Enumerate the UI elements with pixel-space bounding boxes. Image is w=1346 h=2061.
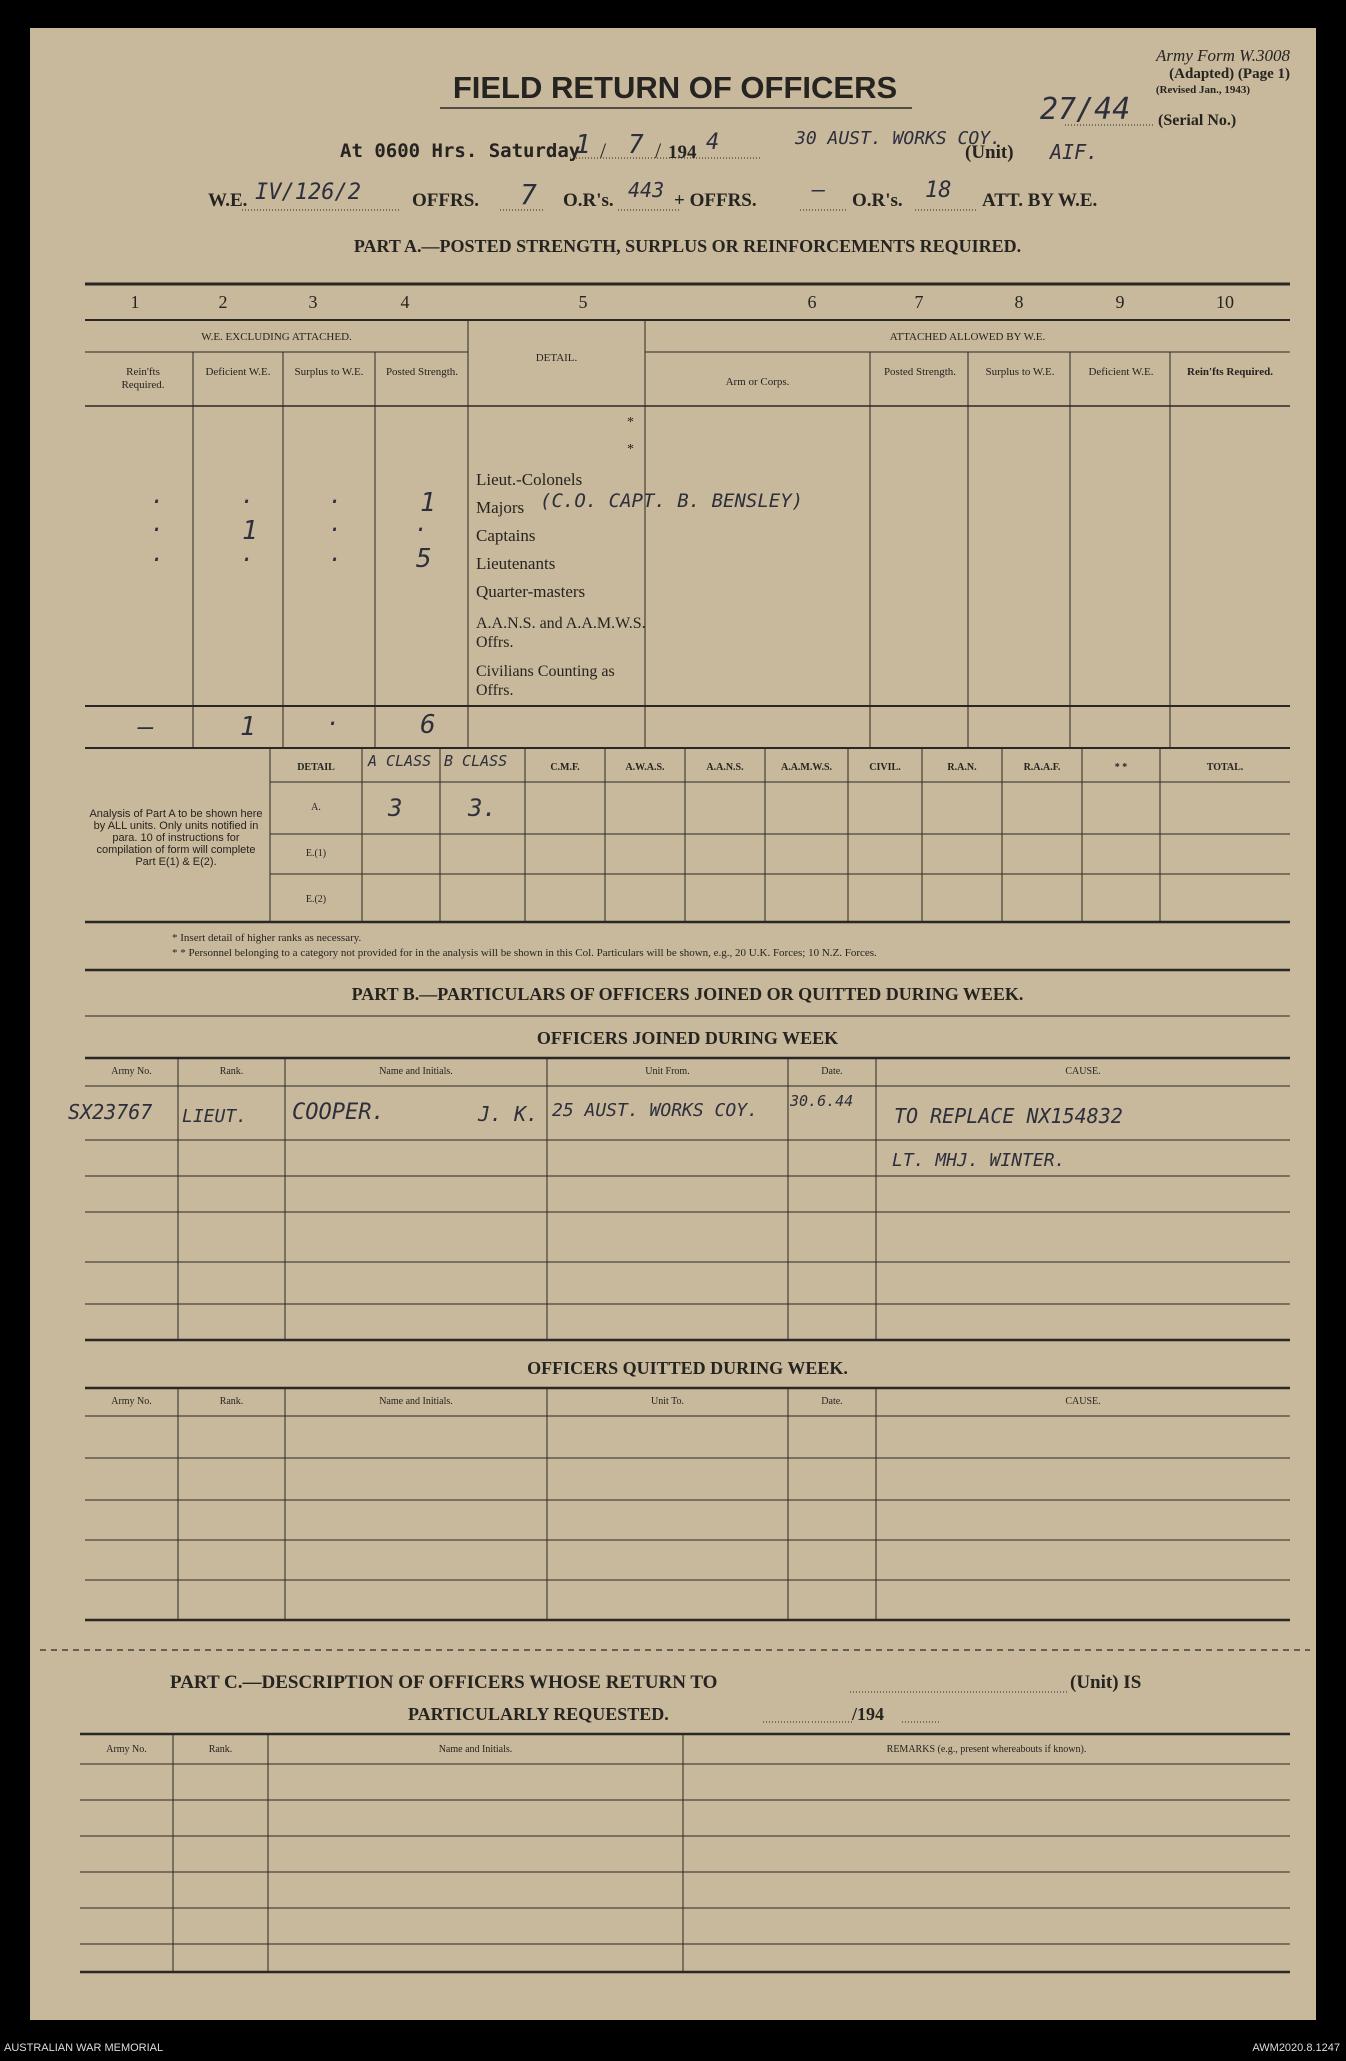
col-head-att-deficient: Deficient W.E. bbox=[1088, 366, 1154, 378]
ors-label: O.R's. bbox=[563, 190, 614, 211]
we-number-hw: IV/126/2 bbox=[255, 180, 361, 205]
unit-name-hw: 30 AUST. WORKS COY. bbox=[795, 128, 1001, 149]
quitted-heading: OFFICERS QUITTED DURING WEEK. bbox=[527, 1358, 848, 1378]
joined-date-hw: 30.6.44 bbox=[790, 1092, 854, 1110]
footer-right: AWM2020.8.1247 bbox=[1252, 2042, 1340, 2054]
col-head-posted: Posted Strength. bbox=[385, 366, 459, 378]
col-head-att-reinfts: Rein'fts Required. bbox=[1187, 366, 1273, 378]
asterisk-2: * bbox=[627, 442, 634, 457]
unit-label: (Unit) bbox=[965, 142, 1014, 163]
rank-majors: Majors bbox=[476, 498, 525, 517]
at-hours-label: At 0600 Hrs. Saturday bbox=[340, 140, 581, 162]
part-a-heading: PART A.—POSTED STRENGTH, SURPLUS OR REINFORCEMENTS REQUIRED. bbox=[353, 236, 1022, 256]
rank-aans: A.A.N.S. and A.A.M.W.S. Offrs. bbox=[476, 615, 646, 651]
analysis-b-class-hw: 3. bbox=[468, 794, 497, 822]
col-head-surplus: Surplus to W.E. bbox=[294, 366, 364, 378]
analysis-row-a: A. bbox=[311, 802, 321, 813]
joined-rank-hw: LIEUT. bbox=[182, 1106, 248, 1127]
part-c-unit-is: (Unit) IS bbox=[1070, 1672, 1142, 1693]
date-day-hw: 1 bbox=[575, 130, 591, 160]
serial-number-hw: 27/44 bbox=[1040, 92, 1131, 127]
analysis-head-a-class: A CLASS bbox=[368, 752, 432, 770]
part-b-heading: PART B.—PARTICULARS OF OFFICERS JOINED OR QUITTED DURING WEEK. bbox=[351, 984, 1024, 1004]
rank-quartermasters: Quarter-masters bbox=[476, 582, 586, 601]
column-numbers: 1 2 3 4 5 6 7 8 9 10 bbox=[130, 292, 1234, 312]
part-c-heading: PART C.—DESCRIPTION OF OFFICERS WHOSE RETURN TO bbox=[170, 1672, 718, 1693]
asterisk-1: * bbox=[627, 415, 634, 430]
year-suffix-hw: 4 bbox=[706, 130, 720, 155]
col-head-deficient: Deficient W.E. bbox=[205, 366, 271, 378]
joined-heading: OFFICERS JOINED DURING WEEK bbox=[536, 1028, 839, 1048]
rank-lieut-colonels: Lieut.-Colonels bbox=[476, 470, 583, 489]
footer-left: AUSTRALIAN WAR MEMORIAL bbox=[4, 2042, 164, 2054]
footnote-2: * * Personnel belonging to a category not provided for in the analysis will be shown in this Col. Particulars will be shown, e.g., 20 U.K. Forces; 10 N.Z. Forces. bbox=[172, 947, 877, 959]
year-prefix: 194 bbox=[668, 142, 697, 163]
offrs-count-hw: 7 bbox=[520, 178, 537, 211]
detail-header: DETAIL. bbox=[535, 352, 578, 364]
total-posted-hw: 6 bbox=[420, 710, 436, 740]
part-c-requested: PARTICULARLY REQUESTED. bbox=[408, 1704, 669, 1724]
total-reinfts-hw: – bbox=[138, 712, 154, 742]
analysis-row-e2: E.(2) bbox=[305, 894, 327, 905]
joined-cause-hw: TO REPLACE NX154832 bbox=[894, 1104, 1123, 1128]
aif-hw: AIF. bbox=[1050, 140, 1099, 164]
att-by-we-label: ATT. BY W.E. bbox=[982, 190, 1098, 211]
ors2-count-hw: 18 bbox=[925, 178, 952, 203]
footnote-1: * Insert detail of higher ranks as necessary. bbox=[172, 932, 362, 944]
analysis-row-e1: E.(1) bbox=[305, 848, 327, 859]
analysis-head-detail: DETAIL bbox=[297, 762, 335, 773]
army-form-number: Army Form W.3008 bbox=[1156, 46, 1290, 65]
col-head-att-posted: Posted Strength. bbox=[883, 366, 957, 378]
col-head-reinfts: Rein'fts Required. bbox=[121, 366, 165, 391]
we-label: W.E. bbox=[208, 190, 248, 211]
rank-civilians: Civilians Counting as Offrs. bbox=[476, 663, 615, 699]
attached-allowed-header: ATTACHED ALLOWED BY W.E. bbox=[889, 331, 1046, 343]
total-deficient-hw: 1 bbox=[240, 712, 256, 742]
total-surplus-hw: · bbox=[326, 712, 340, 737]
captains-deficient-hw: 1 bbox=[242, 516, 258, 546]
ors2-label: O.R's. bbox=[852, 190, 903, 211]
plus-offrs-hw: – bbox=[812, 178, 826, 203]
col-head-att-surplus: Surplus to W.E. bbox=[985, 366, 1055, 378]
lieutenants-posted-hw: 5 bbox=[416, 544, 432, 574]
we-excluding-attached-header: W.E. EXCLUDING ATTACHED. bbox=[201, 331, 352, 343]
rank-captains: Captains bbox=[476, 526, 536, 545]
form-title: FIELD RETURN OF OFFICERS bbox=[452, 70, 898, 105]
form-revised-note: (Revised Jan., 1943) bbox=[1155, 84, 1250, 96]
plus-offrs-label: + OFFRS. bbox=[674, 190, 757, 211]
joined-name-hw: COOPER. bbox=[292, 1100, 385, 1125]
ors-count-hw: 443 bbox=[628, 178, 665, 202]
part-c-year: /194 bbox=[852, 1704, 885, 1724]
date-month-hw: 7 bbox=[628, 130, 644, 160]
majors-note-hw: (C.O. CAPT. B. BENSLEY) bbox=[540, 490, 804, 512]
joined-army-no-hw: SX23767 bbox=[68, 1100, 153, 1124]
analysis-a-class-hw: 3 bbox=[388, 794, 403, 822]
analysis-head-b-class: B CLASS bbox=[444, 752, 508, 770]
offrs-label: OFFRS. bbox=[412, 190, 480, 211]
joined-unit-from-hw: 25 AUST. WORKS COY. bbox=[552, 1100, 758, 1121]
joined-cause-2-hw: LT. MHJ. WINTER. bbox=[892, 1150, 1066, 1171]
col-head-arm-corps: Arm or Corps. bbox=[725, 376, 790, 388]
majors-posted-hw: 1 bbox=[420, 488, 436, 518]
serial-label: (Serial No.) bbox=[1158, 112, 1237, 129]
analysis-note: Analysis of Part A to be shown here by ALL units. Only units notified in para. 10 of instructions for compilation of form will complete Part E(1) & E(2). bbox=[89, 808, 263, 868]
form-adapted-note: (Adapted) (Page 1) bbox=[1169, 66, 1290, 82]
rank-lieutenants: Lieutenants bbox=[476, 554, 556, 573]
joined-initials-hw: J. K. bbox=[478, 1102, 539, 1126]
